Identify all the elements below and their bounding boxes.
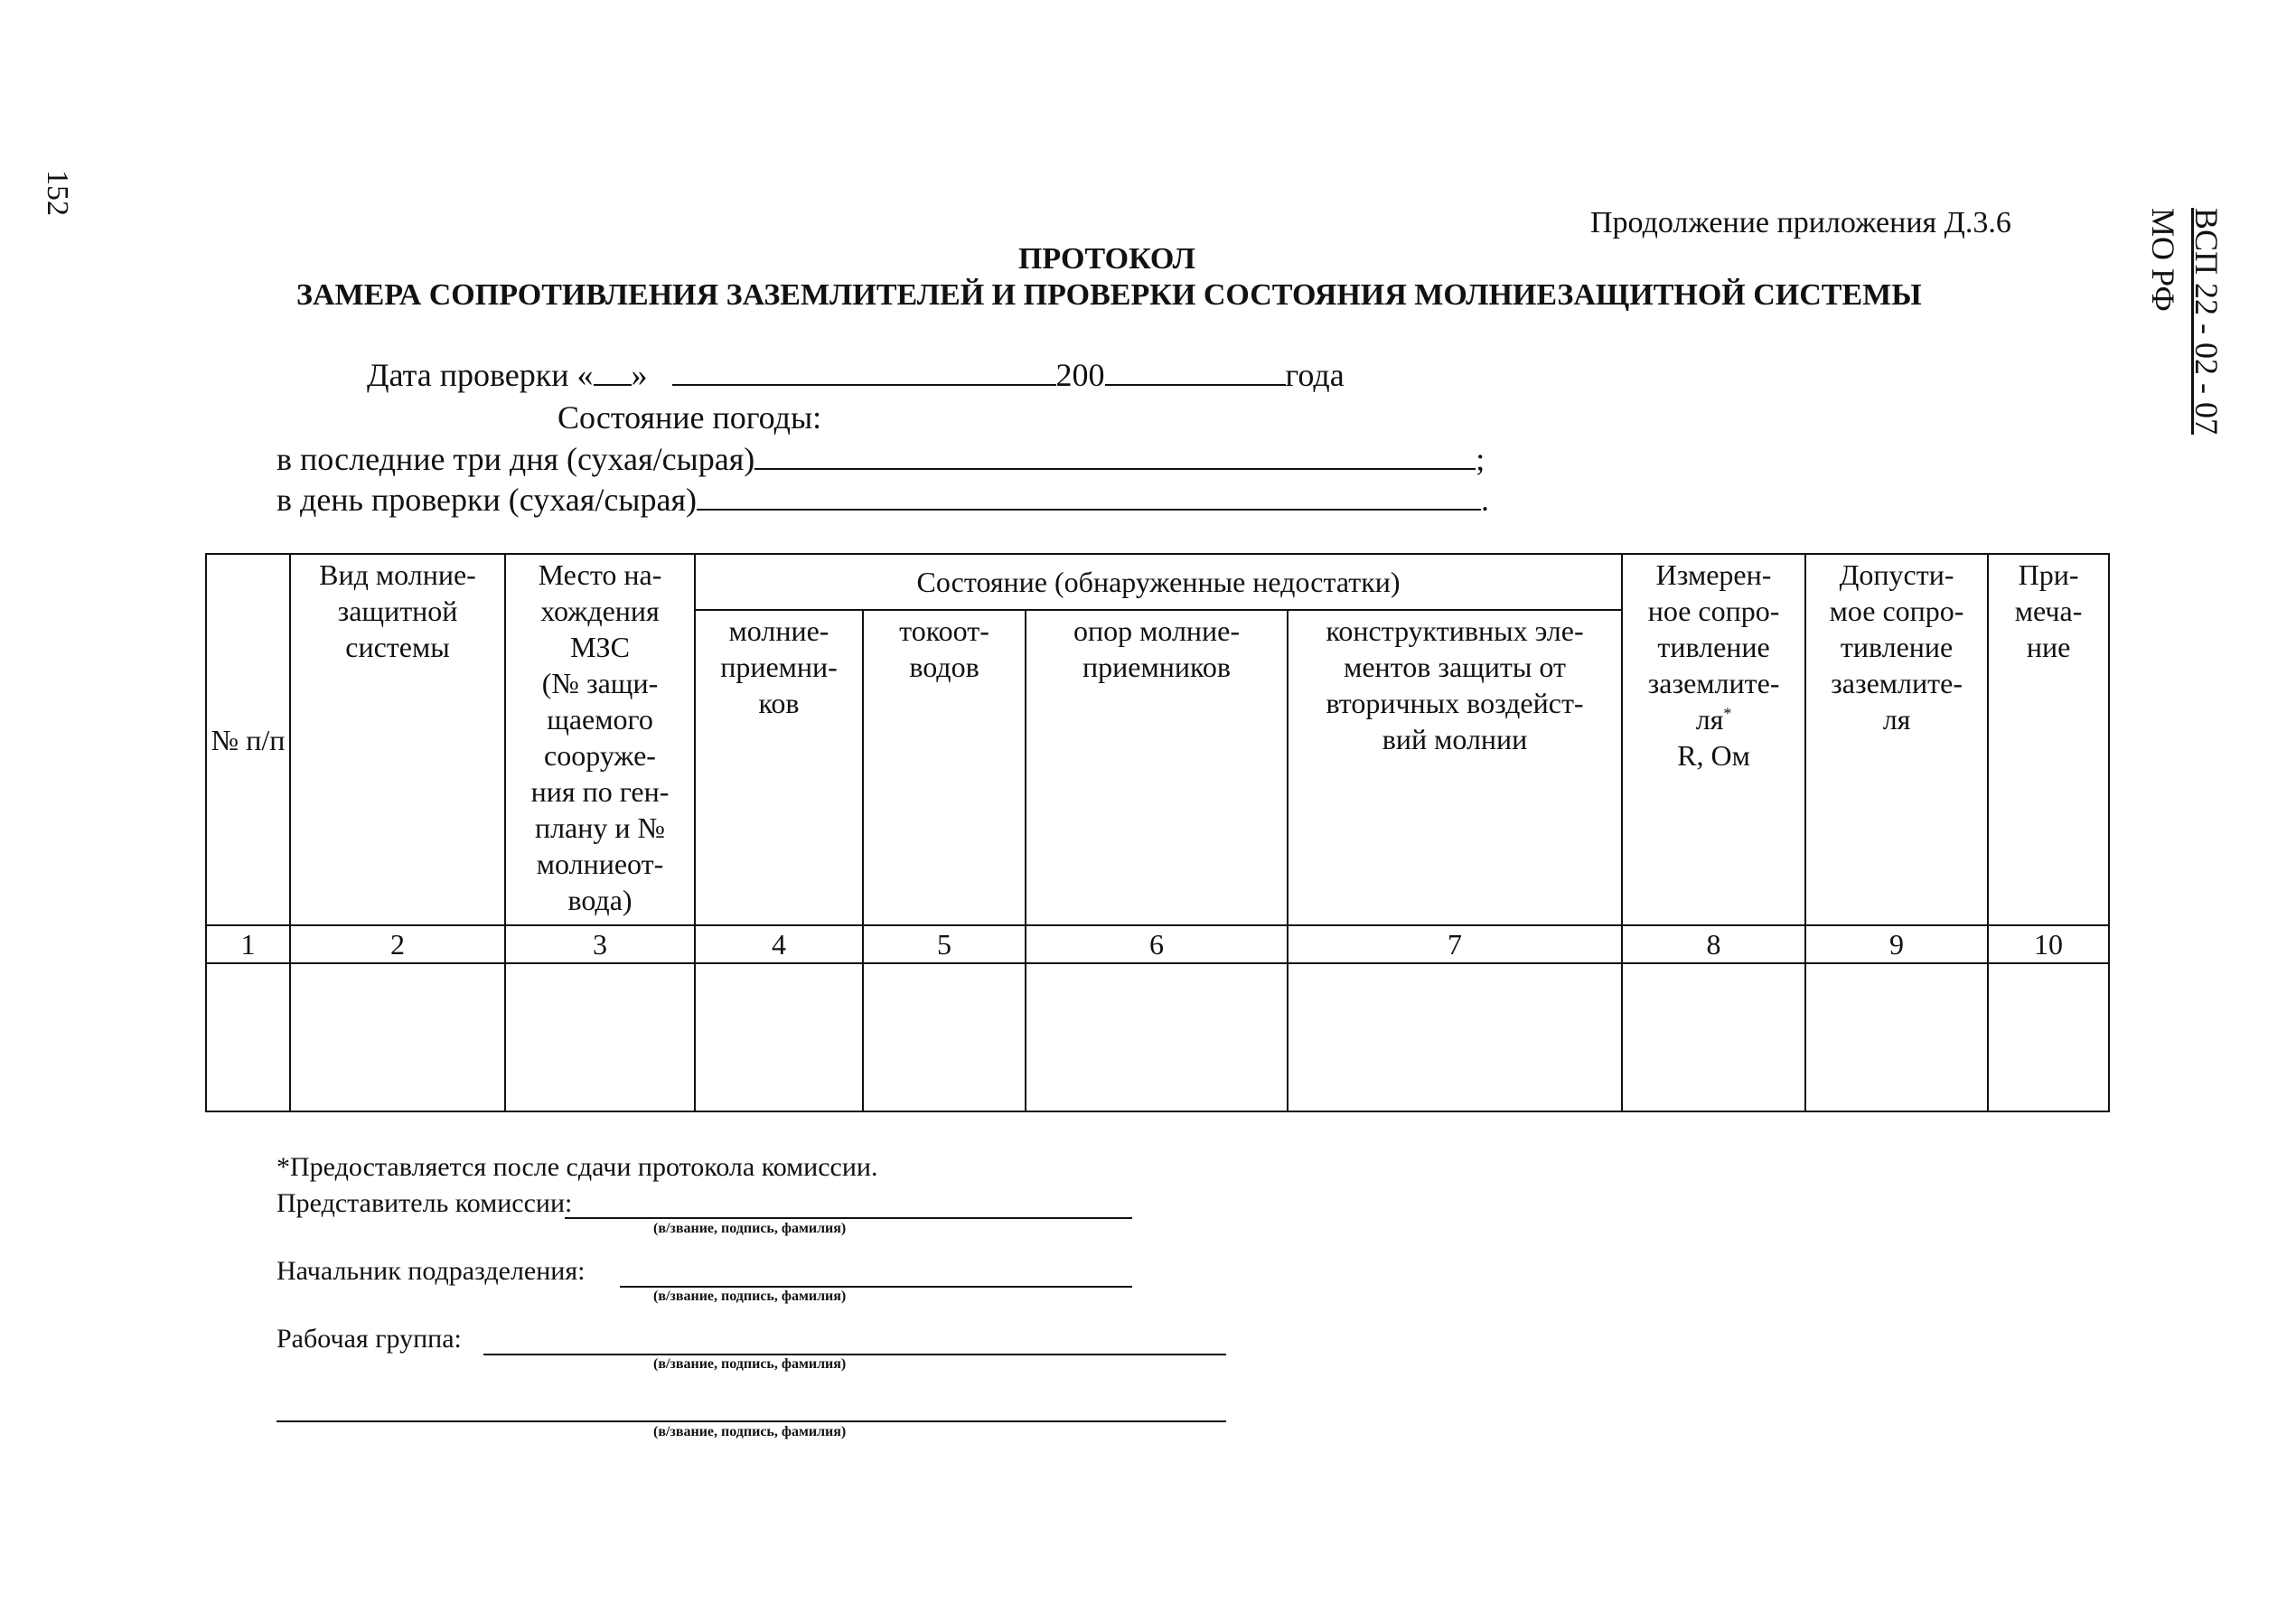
table-cell[interactable] — [290, 963, 505, 1111]
work-group-label: Рабочая группа: — [276, 1324, 462, 1354]
date-line — [367, 356, 1345, 394]
column-number: 3 — [505, 925, 695, 963]
header-air-terminals — [695, 610, 863, 925]
header-allowed-line: мое сопро- — [1829, 595, 1964, 627]
header-constructive-line: вий молнии — [1382, 723, 1528, 755]
header-location-line: сооруже- — [544, 739, 656, 772]
header-note — [1988, 554, 2109, 925]
table-cell[interactable] — [1622, 963, 1805, 1111]
column-number: 1 — [206, 925, 290, 963]
weather-three-days-label: в последние три дня (сухая/сырая) — [276, 441, 755, 477]
weather-three-days-end: ; — [1476, 441, 1485, 477]
header-location — [505, 554, 695, 925]
protocol-title: ПРОТОКОЛ — [1017, 242, 1196, 276]
weather-check-day-line — [276, 481, 1489, 519]
header-supports-line: приемников — [1082, 651, 1231, 683]
header-measured-resistance — [1622, 554, 1805, 925]
header-allowed-resistance — [1805, 554, 1988, 925]
header-state-group — [695, 554, 1622, 610]
weather-check-day-field[interactable] — [697, 483, 1481, 511]
header-location-line: вода) — [567, 884, 633, 916]
page-number: 152 — [41, 170, 74, 216]
table-cell[interactable] — [206, 963, 290, 1111]
representative-signature-field[interactable] — [565, 1215, 1132, 1219]
header-air-terminals-line: приемни- — [720, 651, 838, 683]
header-constructive-line: ментов защиты от — [1344, 651, 1566, 683]
header-location-line: щаемого — [547, 703, 653, 736]
appendix-label: Продолжение приложения Д.3.6 — [1590, 206, 2011, 239]
work-group-signature-field-2[interactable] — [276, 1419, 1226, 1422]
table-row — [206, 963, 2109, 1111]
table-cell[interactable] — [1288, 963, 1622, 1111]
month-field[interactable] — [672, 359, 1056, 386]
day-field[interactable] — [594, 359, 632, 386]
header-location-line: МЗС — [570, 631, 630, 663]
column-number: 8 — [1622, 925, 1805, 963]
header-location-line: ния по ген- — [530, 775, 670, 808]
header-allowed-line: заземлите- — [1831, 667, 1963, 699]
weather-check-day-end: . — [1481, 482, 1490, 518]
weather-three-days-line — [276, 440, 1485, 478]
column-number: 2 — [290, 925, 505, 963]
header-constructive-line: вторичных воздейст- — [1326, 687, 1584, 719]
header-supports — [1026, 610, 1288, 925]
header-location-line: плану и № — [534, 811, 666, 844]
chief-label: Начальник подразделения: — [276, 1256, 586, 1286]
header-allowed-line: ля — [1882, 703, 1911, 736]
header-down-conductors-line: водов — [909, 651, 979, 683]
footnote-text: *Предоставляется после сдачи протокола комиссии. — [276, 1152, 878, 1182]
protocol-subtitle: ЗАМЕРА СОПРОТИВЛЕНИЯ ЗАЗЕМЛИТЕЛЕЙ И ПРОВЕРКИ СОСТОЯНИЯ МОЛНИЕЗАЩИТНОЙ СИСТЕМЫ — [296, 278, 1922, 312]
table-cell[interactable] — [1805, 963, 1988, 1111]
header-measured-line: заземлите- — [1647, 667, 1780, 699]
table-cell[interactable] — [863, 963, 1026, 1111]
header-measured-line: Измерен- — [1655, 558, 1772, 591]
signature-caption: (в/звание, подпись, фамилия) — [653, 1221, 847, 1236]
header-down-conductors — [863, 610, 1026, 925]
header-location-line: хождения — [540, 595, 660, 627]
column-number: 5 — [863, 925, 1026, 963]
column-number: 4 — [695, 925, 863, 963]
year-prefix: 200 — [1055, 357, 1105, 393]
column-number: 9 — [1805, 925, 1988, 963]
header-down-conductors-line: токоот- — [899, 614, 989, 647]
weather-label: Состояние погоды: — [558, 399, 822, 436]
header-location-line: молниеот- — [536, 848, 664, 880]
header-note-line: меча- — [2014, 595, 2083, 627]
header-system-type — [290, 554, 505, 925]
column-number-row — [206, 925, 2109, 963]
column-number: 10 — [1988, 925, 2109, 963]
header-state-group-text: Состояние (обнаруженные недостатки) — [916, 566, 1401, 598]
header-location-line: (№ защи- — [541, 667, 659, 699]
header-system-type-text: Вид молние-защитной системы — [319, 558, 476, 663]
chief-signature-field[interactable] — [620, 1284, 1132, 1288]
date-label: Дата проверки « — [367, 357, 594, 393]
footnote-mark: * — [1723, 704, 1732, 723]
document-code-line2: МО РФ — [2145, 208, 2181, 312]
header-measured-unit: R, Ом — [1677, 739, 1750, 772]
weather-three-days-field[interactable] — [754, 443, 1476, 470]
protocol-table — [205, 553, 2110, 1112]
table-cell[interactable] — [695, 963, 863, 1111]
year-suffix: года — [1285, 357, 1345, 393]
header-note-line: ние — [2026, 631, 2071, 663]
document-code-line1: ВСП 22 - 02 - 07 — [2188, 208, 2225, 435]
table-cell[interactable] — [1026, 963, 1288, 1111]
column-number: 6 — [1026, 925, 1288, 963]
header-allowed-line: тивление — [1840, 631, 1954, 663]
header-measured-line: ное сопро- — [1647, 595, 1780, 627]
signature-caption: (в/звание, подпись, фамилия) — [653, 1289, 847, 1304]
date-close: » — [631, 357, 648, 393]
work-group-signature-field[interactable] — [483, 1352, 1226, 1355]
header-note-line: При- — [2018, 558, 2079, 591]
header-number — [206, 554, 290, 925]
header-constructive-elements — [1288, 610, 1622, 925]
header-measured-line: ля — [1695, 703, 1724, 736]
table-cell[interactable] — [1988, 963, 2109, 1111]
header-air-terminals-line: ков — [758, 687, 800, 719]
header-air-terminals-line: молние- — [728, 614, 829, 647]
header-location-line: Место на- — [538, 558, 662, 591]
representative-label: Представитель комиссии: — [276, 1188, 573, 1218]
header-supports-line: опор молние- — [1073, 614, 1241, 647]
weather-check-day-label: в день проверки (сухая/сырая) — [276, 482, 698, 518]
signature-caption: (в/звание, подпись, фамилия) — [653, 1424, 847, 1439]
header-number-text: № п/п — [211, 723, 286, 756]
header-allowed-line: Допусти- — [1839, 558, 1954, 591]
signature-caption: (в/звание, подпись, фамилия) — [653, 1356, 847, 1372]
header-constructive-line: конструктивных эле- — [1326, 614, 1584, 647]
column-number: 7 — [1288, 925, 1622, 963]
year-field[interactable] — [1105, 359, 1286, 386]
table-cell[interactable] — [505, 963, 695, 1111]
header-measured-line: тивление — [1657, 631, 1770, 663]
